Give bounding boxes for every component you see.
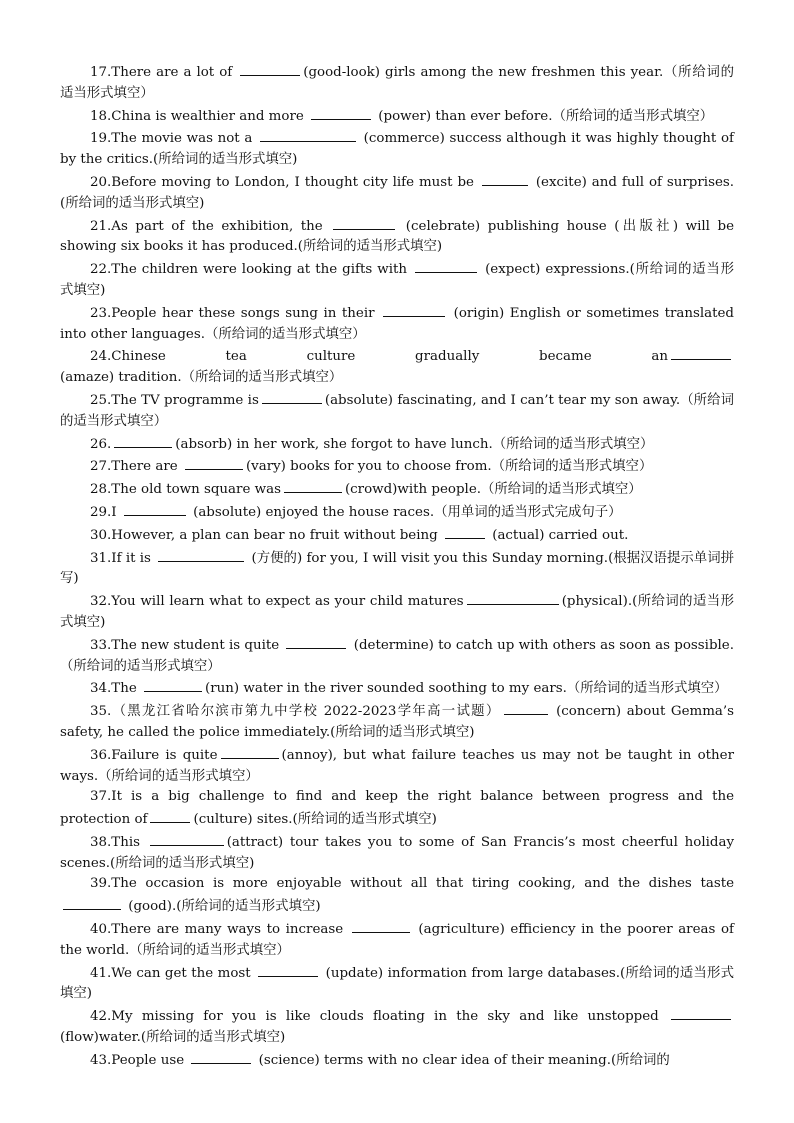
question-text-before: My missing for you is like clouds floating in the sky and like unstopped [111,1009,668,1025]
question-43 [60,1049,734,1072]
question-text-before: You will learn what to expect as your child matures [111,594,464,610]
question-number: 23. [90,305,112,321]
question-35 [60,700,734,744]
question-number: 18. [90,108,112,124]
answer-blank[interactable] [415,258,477,273]
question-text-before: It is a big challenge to find and keep the right balance between progress and the protection of [60,789,734,828]
question-text-before: Chinese tea culture gradually became an [111,349,668,365]
question-number: 43. [90,1052,112,1068]
question-number: 33. [90,637,112,653]
question-text-after: (good-look) girls among the new freshmen this year.（所给词的适当形式填空） [60,65,735,101]
answer-blank[interactable] [258,962,318,977]
question-text-after: (flow)water.(所给词的适当形式填空) [60,1030,286,1046]
question-number: 30. [90,527,112,543]
question-number: 29. [90,504,112,520]
question-text-before: I [111,504,121,520]
question-text-after: (vary) books for you to choose from.（所给词的适当形式填空） [245,459,653,475]
question-32 [60,590,734,634]
question-number: 41. [90,965,112,981]
question-37 [60,787,734,831]
question-text-after: (power) than ever before.（所给词的适当形式填空） [374,108,714,124]
question-38 [60,831,734,875]
question-text-after: (origin) English or sometimes translated into other languages.（所给词的适当形式填空） [60,305,734,342]
question-23 [60,302,734,346]
question-text-before: The new student is quite [111,637,284,653]
answer-blank[interactable] [467,590,559,605]
question-text-before: The TV programme is [111,392,259,408]
question-text-after: (culture) sites.(所给词的适当形式填空) [193,812,437,828]
question-31 [60,547,734,591]
question-number: 32. [90,594,112,610]
answer-blank[interactable] [158,547,244,562]
question-number: 40. [90,922,112,938]
question-text-after: (attract) tour takes you to some of San Francis’s most cheerful holiday scenes.(所给词的适当形式填空) [60,834,735,871]
answer-blank[interactable] [262,389,322,404]
question-text-before: People use [111,1052,189,1068]
question-text-before: We can get the most [111,965,256,981]
question-text-before: There are [111,459,182,475]
question-text-before: The [111,681,142,697]
question-24 [60,345,734,389]
question-number: 25. [90,392,112,408]
question-text-before: The children were looking at the gifts with [111,262,413,278]
question-text-after: (actual) carried out. [487,527,629,543]
answer-blank[interactable] [221,744,279,759]
question-21 [60,215,734,259]
question-number: 17. [90,65,112,80]
question-27 [60,455,734,478]
question-number: 22. [90,262,112,278]
question-text-after: (determine) to catch up with others as soon as possible.（所给词的适当形式填空） [60,637,734,674]
question-text-before: This [111,834,147,850]
question-text-after: (physical).(所给词的适当形式填空) [60,594,734,630]
answer-blank[interactable] [185,455,243,470]
answer-blank[interactable] [445,524,485,539]
question-text-after: (run) water in the river sounded soothing to my ears.（所给词的适当形式填空） [205,681,728,697]
worksheet-page [60,61,734,1072]
question-22 [60,258,734,302]
question-text-before: Failure is quite [111,747,218,763]
question-text-after: (crowd)with people.（所给词的适当形式填空） [344,482,642,498]
question-text-after: (celebrate) publishing house (出版社) will be showing six books it has produced.(所给词的适当形式填空) [60,218,734,255]
question-text-after: (agriculture) efficiency in the poorer areas of the world.（所给词的适当形式填空） [60,922,734,958]
question-text-after: (absorb) in her work, she forgot to have lunch.（所给词的适当形式填空） [175,436,654,452]
question-number: 42. [90,1009,112,1025]
question-19 [60,127,734,171]
answer-blank[interactable] [671,345,731,360]
question-number: 37. [90,789,112,805]
question-29 [60,501,734,524]
question-39 [60,874,734,918]
question-20 [60,171,734,215]
question-text-after: (update) information from large databases.(所给词的适当形式填空) [60,965,734,1002]
answer-blank[interactable] [240,61,300,76]
question-text-before: Before moving to London, I thought city life must be [111,174,479,190]
question-text-after: (concern) about Gemma’s safety, he called the police immediately.(所给词的适当形式填空) [60,704,735,740]
answer-blank[interactable] [191,1049,251,1064]
question-17 [60,61,734,105]
question-number: 24. [90,349,112,365]
question-number: 31. [90,550,112,566]
answer-blank[interactable] [144,677,202,692]
question-text-before: The movie was not a [111,131,257,147]
answer-blank[interactable] [63,895,121,910]
answer-blank[interactable] [482,171,528,186]
question-30 [60,524,734,547]
question-text-before: China is wealthier and more [111,108,309,124]
question-number: 34. [90,681,112,697]
answer-blank[interactable] [504,700,548,715]
question-number: 38. [90,834,112,850]
answer-blank[interactable] [383,302,445,317]
answer-blank[interactable] [671,1005,731,1020]
question-text-after: (good).(所给词的适当形式填空) [124,899,321,915]
answer-blank[interactable] [311,105,371,120]
question-36 [60,744,734,788]
answer-blank[interactable] [114,433,172,448]
question-25 [60,389,734,433]
question-text-after: (expect) expressions.(所给词的适当形式填空) [60,262,734,298]
question-33 [60,634,734,678]
question-28 [60,478,734,501]
question-number: 28. [90,482,112,498]
question-number: 39. [90,876,112,892]
question-text-before: If it is [111,550,156,566]
question-41 [60,962,734,1006]
question-42 [60,1005,734,1049]
answer-blank[interactable] [260,127,356,142]
question-number: 21. [90,218,112,234]
answer-blank[interactable] [286,634,346,649]
question-number: 26. [90,436,112,452]
question-text-before: The old town square was [111,482,281,498]
question-number: 36. [90,747,112,763]
question-number: 19. [90,131,112,147]
question-text-before: However, a plan can bear no fruit without being [111,527,442,543]
question-number: 35. [90,704,112,720]
question-text-before: The occasion is more enjoyable without all that tiring cooking, and the dishes taste [111,876,734,892]
question-34 [60,677,734,700]
question-26 [60,433,734,456]
answer-blank[interactable] [352,918,410,933]
question-text-before: There are many ways to increase [111,922,349,938]
question-text-after: (absolute) fascinating, and I can’t tear my son away.（所给词的适当形式填空） [60,392,734,429]
question-text-after: (amaze) tradition.（所给词的适当形式填空） [60,370,343,386]
question-text-before: （黑龙江省哈尔滨市第九中学校 2022-2023学年高一试题） [111,704,501,720]
question-text-after: (commerce) success although it was highly thought of by the critics.(所给词的适当形式填空) [60,131,734,168]
question-text-after: (annoy), but what failure teaches us may not be taught in other ways.（所给词的适当形式填空） [60,747,734,784]
answer-blank[interactable] [150,808,190,823]
question-40 [60,918,734,962]
question-text-after: (方便的) for you, I will visit you this Sunday morning.(根据汉语提示单词拼写) [60,550,734,587]
question-text-before: As part of the exhibition, the [111,218,331,234]
answer-blank[interactable] [333,215,395,230]
question-number: 27. [90,459,112,475]
answer-blank[interactable] [124,501,186,516]
question-number: 20. [90,174,112,190]
answer-blank[interactable] [284,478,342,493]
question-18 [60,105,734,128]
question-text-before: There are a lot of [111,65,238,80]
question-text-after: (absolute) enjoyed the house races.（用单词的适当形式完成句子） [188,504,622,520]
question-text-after: (excite) and full of surprises.(所给词的适当形式填空) [60,174,734,211]
answer-blank[interactable] [150,831,224,846]
question-text-after: (science) terms with no clear idea of their meaning.(所给词的 [254,1052,670,1068]
question-text-before: People hear these songs sung in their [111,305,381,321]
